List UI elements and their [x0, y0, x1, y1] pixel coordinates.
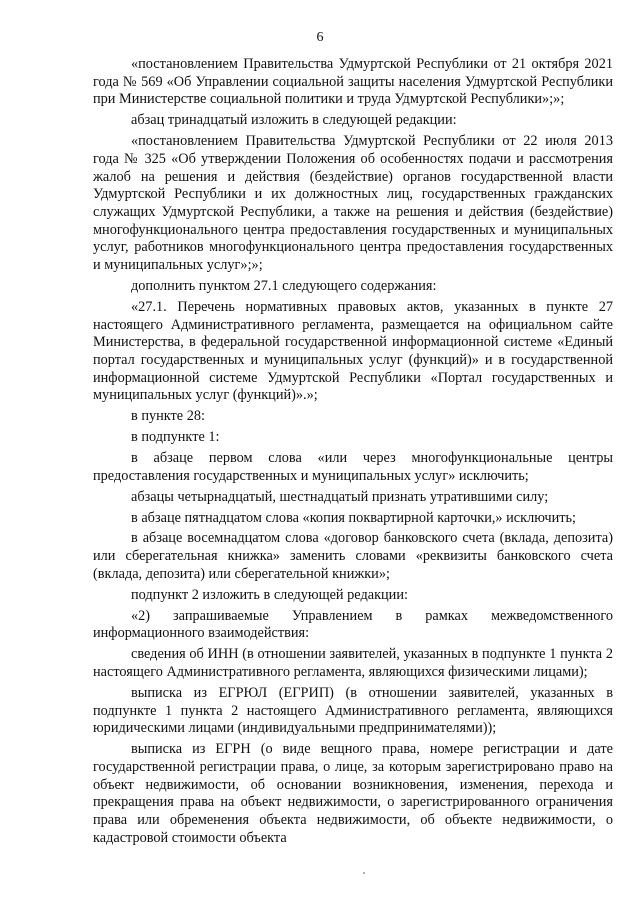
paragraph: в абзаце первом слова «или через многофункциональные центры предоставления государственных и муниципальных услуг» исключить;	[93, 450, 613, 484]
paragraph: дополнить пунктом 27.1 следующего содержания:	[131, 278, 437, 294]
paragraph: в подпункте 1:	[131, 429, 220, 446]
paragraph: «постановлением Правительства Удмуртской Республики от 22 июля 2013 года № 325 «Об утверждении Положения об особенностях подачи и рассмотрения жалоб на решения и действия (бездействие) органов государственной власти Удмуртской Республики и их должностных лиц, государственных гражданских служащих Удмуртской Республики, а также на решения и действия (бездействие) многофункционального центра предоставления государственных и муниципальных услуг, работников многофункционального центра предоставления государственных и муниципальных услуг»;»;	[93, 133, 613, 274]
scan-speck	[363, 872, 365, 874]
paragraph: абзац тринадцатый изложить в следующей редакции:	[131, 112, 457, 129]
document-body	[93, 56, 613, 851]
page-number: 6	[316, 30, 324, 45]
paragraph: в пункте 28:	[131, 408, 205, 425]
paragraph: сведения об ИНН (в отношении заявителей, указанных в подпункте 1 пункта 2 настоящего Административного регламента, являющихся физическими лицами);	[93, 646, 613, 680]
paragraph: «2) запрашиваемые Управлением в рамках межведомственного информационного взаимодействия:	[93, 607, 613, 642]
paragraph: выписка из ЕГРН (о виде вещного права, номере регистрации и дате государственной регистрации права, о лице, за которым зарегистрировано право на объект недвижимости, об основании возникновения, изменения, перехода и прекращения права на объект недвижимости, о зарегистрированного ограничения права или обременения объекта недвижимости, об объекте недвижимости, о кадастровой стоимости объекта	[93, 741, 613, 846]
paragraph: подпункт 2 изложить в следующей редакции:	[131, 586, 408, 603]
paragraph: в абзаце пятнадцатом слова «копия поквартирной карточки,» исключить;	[131, 509, 576, 526]
paragraph: «27.1. Перечень нормативных правовых актов, указанных в пункте 27 настоящего Административного регламента, размещается на официальном сайте Министерства, в федеральной государственной информационной системе «Единый портал государственных и муниципальных услуг (функций)» и в государственной информационной системе Удмуртской Республики «Портал государственных и муниципальных услуг (функций)».»;	[93, 298, 613, 404]
paragraph: «постановлением Правительства Удмуртской Республики от 21 октября 2021 года № 569 «Об Управлении социальной защиты населения Удмуртской Республики при Министерстве социальной политики и труда Удмуртской Республики»;»;	[93, 56, 613, 108]
paragraph: в абзаце восемнадцатом слова «договор банковского счета (вклада, депозита) или сберегательная книжка» заменить словами «реквизиты банковского счета (вклада, депозита) или сберегательной книжки»;	[93, 530, 613, 582]
paragraph: абзацы четырнадцатый, шестнадцатый признать утратившими силу;	[131, 488, 549, 505]
paragraph: выписка из ЕГРЮЛ (ЕГРИП) (в отношении заявителей, указанных в подпункте 1 пункта 2 настоящего Административного регламента, являющихся юридическими лицами (индивидуальными предпринимателями));	[93, 684, 613, 737]
